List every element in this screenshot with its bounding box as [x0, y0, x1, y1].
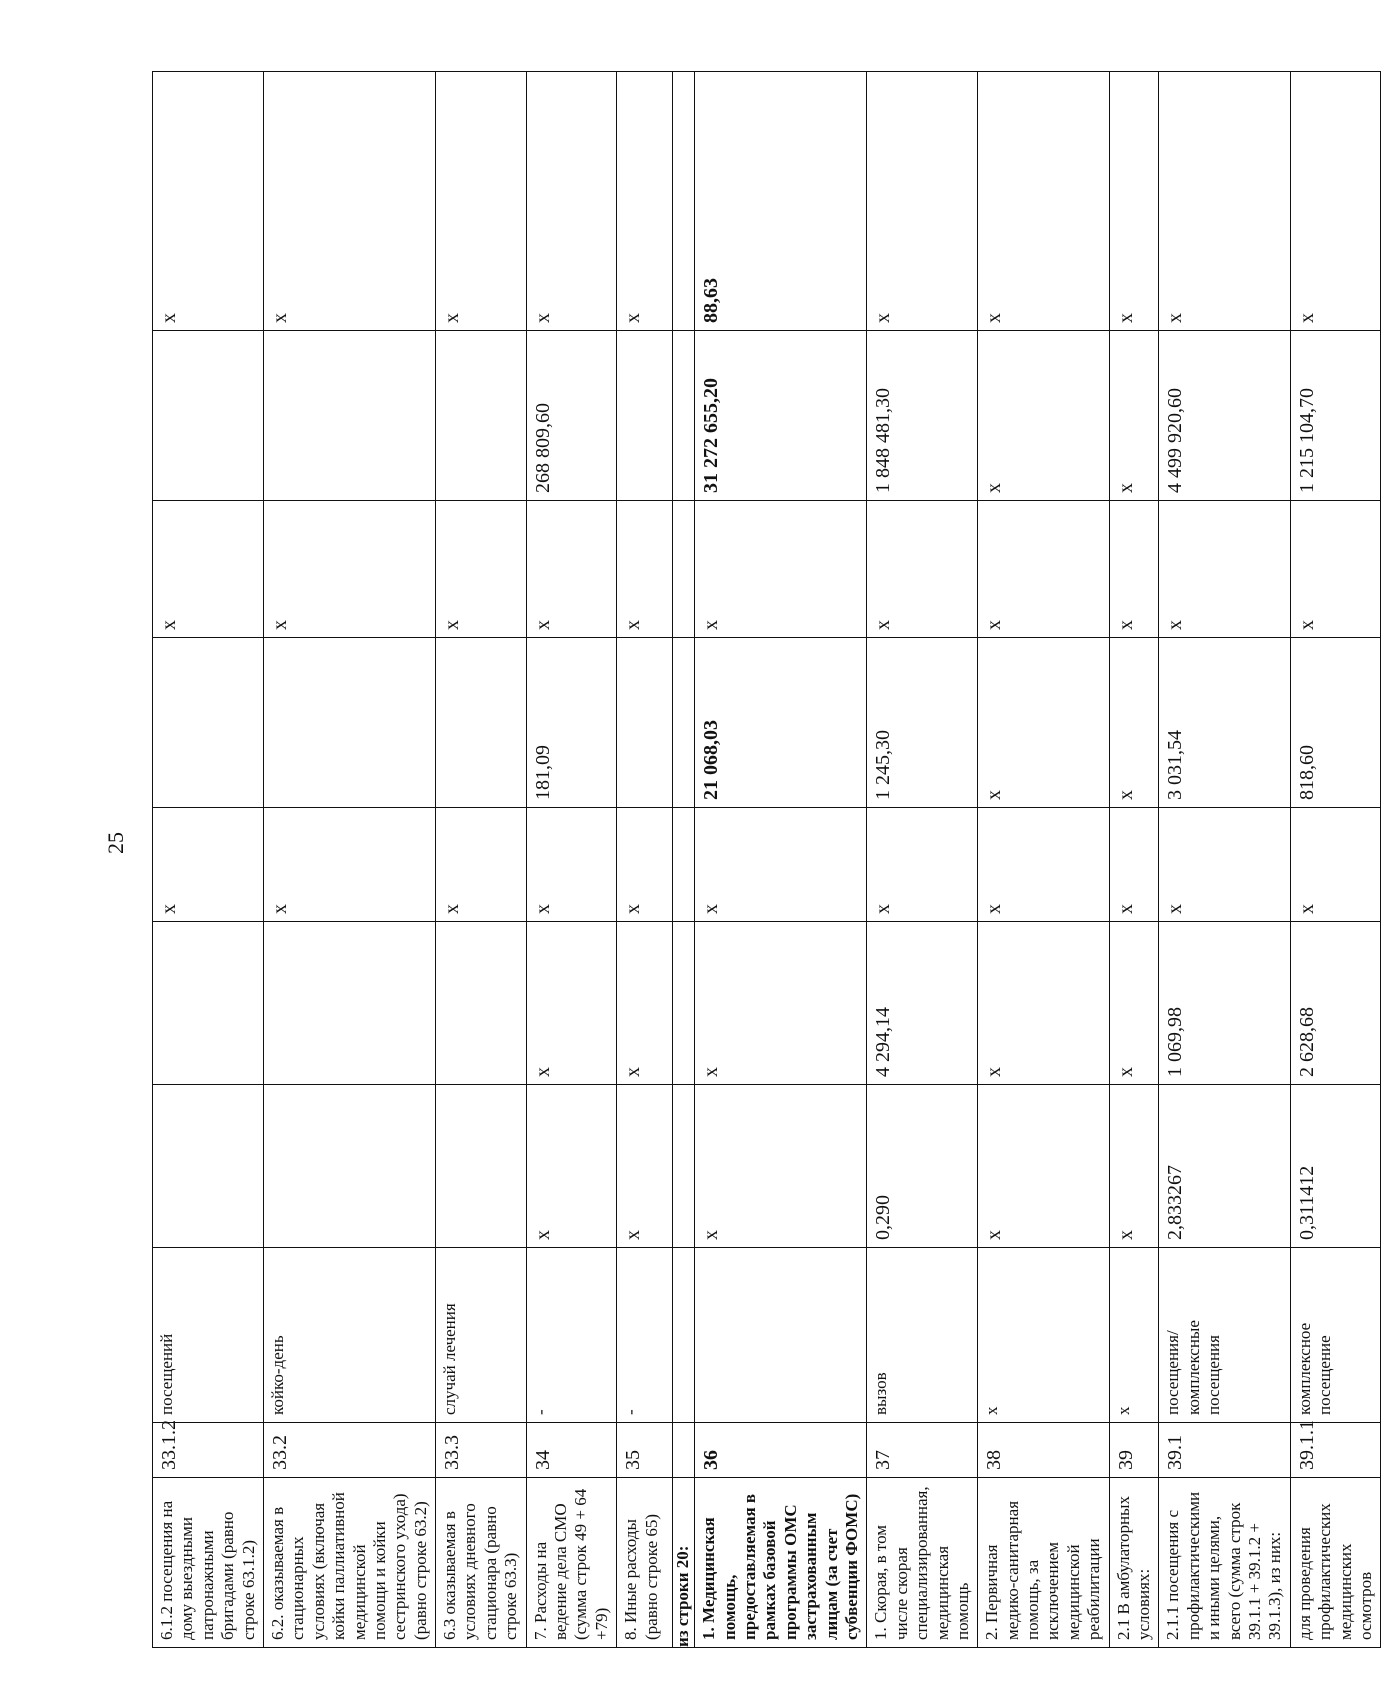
- cell-c7: 1 245,30: [867, 638, 978, 808]
- cell-c7: [436, 638, 527, 808]
- cell-name: для проведения профилактических медицинских осмотров: [1290, 1478, 1381, 1648]
- financing-table: [152, 71, 1381, 1648]
- cell-c9: 1 215 104,70: [1290, 331, 1381, 501]
- cell-unit: комплексное посещение: [1290, 1248, 1381, 1423]
- cell-c10: x: [1109, 72, 1159, 331]
- cell-c10: x: [867, 72, 978, 331]
- cell-c7: x: [978, 638, 1109, 808]
- cell-c6: x: [695, 808, 867, 922]
- cell-name: 6.2. оказываемая в стационарных условиях (включая койки паллиативной медицинской помощи и койки сестринского ухода) (равно строке 63.2): [263, 1478, 435, 1648]
- cell-c9: 4 499 920,60: [1159, 331, 1290, 501]
- cell-unit: посещений: [153, 1248, 264, 1423]
- cell-c7: 3 031,54: [1159, 638, 1290, 808]
- cell-c4: [673, 1085, 695, 1248]
- cell-c10: [673, 72, 695, 331]
- table-row: [617, 72, 673, 1648]
- cell-name: 1. Скорая, в том числе скорая специализированная, медицинская помощь: [867, 1478, 978, 1648]
- cell-c4: 0,311412: [1290, 1085, 1381, 1248]
- cell-c8: x: [695, 501, 867, 638]
- table-row: [1159, 72, 1290, 1648]
- cell-num: 39.1: [1159, 1423, 1290, 1478]
- cell-c5: x: [526, 922, 617, 1085]
- cell-c4: [153, 1085, 264, 1248]
- cell-c6: x: [263, 808, 435, 922]
- cell-c8: x: [1290, 501, 1381, 638]
- cell-c8: x: [436, 501, 527, 638]
- cell-c9: 268 809,60: [526, 331, 617, 501]
- cell-c8: x: [867, 501, 978, 638]
- cell-c5: [673, 922, 695, 1085]
- cell-c6: x: [153, 808, 264, 922]
- cell-c9: [617, 331, 673, 501]
- cell-num: 38: [978, 1423, 1109, 1478]
- cell-name: 7. Расходы на ведение дела СМО (сумма строк 49 + 64 +79): [526, 1478, 617, 1648]
- cell-num: 39: [1109, 1423, 1159, 1478]
- cell-c8: x: [526, 501, 617, 638]
- cell-c5: x: [617, 922, 673, 1085]
- cell-unit: x: [978, 1248, 1109, 1423]
- cell-c6: x: [1159, 808, 1290, 922]
- cell-num: [673, 1423, 695, 1478]
- cell-c10: x: [1290, 72, 1381, 331]
- table-row: [1290, 72, 1381, 1648]
- cell-name: 6.1.2 посещения на дому выездными патронажными бригадами (равно строке 63.1.2): [153, 1478, 264, 1648]
- cell-unit: [673, 1248, 695, 1423]
- cell-c6: x: [978, 808, 1109, 922]
- cell-c4: x: [978, 1085, 1109, 1248]
- cell-c5: 2 628,68: [1290, 922, 1381, 1085]
- cell-c9: x: [1109, 331, 1159, 501]
- cell-name: 2.1 В амбулаторных условиях:: [1109, 1478, 1159, 1648]
- table-row: [867, 72, 978, 1648]
- cell-c7: 181,09: [526, 638, 617, 808]
- cell-num: 39.1.1: [1290, 1423, 1381, 1478]
- cell-c8: x: [978, 501, 1109, 638]
- cell-c9: [673, 331, 695, 501]
- table-row: [1109, 72, 1159, 1648]
- table-row: [673, 72, 695, 1648]
- cell-c5: [153, 922, 264, 1085]
- cell-num: 33.2: [263, 1423, 435, 1478]
- cell-num: 36: [695, 1423, 867, 1478]
- cell-unit: случай лечения: [436, 1248, 527, 1423]
- cell-unit: -: [617, 1248, 673, 1423]
- cell-c4: x: [1109, 1085, 1159, 1248]
- cell-c8: [673, 501, 695, 638]
- table-body: [153, 72, 1381, 1648]
- cell-c5: [263, 922, 435, 1085]
- cell-c6: x: [867, 808, 978, 922]
- cell-c5: x: [695, 922, 867, 1085]
- cell-unit: посещения/ комплексные посещения: [1159, 1248, 1290, 1423]
- cell-c7: 818,60: [1290, 638, 1381, 808]
- cell-name: 2.1.1 посещения с профилактическими и иными целями, всего (сумма строк 39.1.1 + 39.1.2 + 39.1.3), из них:: [1159, 1478, 1290, 1648]
- cell-c9: x: [978, 331, 1109, 501]
- cell-c10: x: [526, 72, 617, 331]
- cell-c4: 0,290: [867, 1085, 978, 1248]
- cell-c8: x: [263, 501, 435, 638]
- cell-c9: [263, 331, 435, 501]
- cell-c7: [263, 638, 435, 808]
- cell-c4: x: [617, 1085, 673, 1248]
- cell-c9: 31 272 655,20: [695, 331, 867, 501]
- cell-num: 33.1.2: [153, 1423, 264, 1478]
- table-row: [978, 72, 1109, 1648]
- cell-c6: x: [617, 808, 673, 922]
- cell-c10: x: [153, 72, 264, 331]
- cell-c4: 2,833267: [1159, 1085, 1290, 1248]
- cell-c4: [263, 1085, 435, 1248]
- cell-unit: [695, 1248, 867, 1423]
- cell-c5: x: [978, 922, 1109, 1085]
- cell-c7: [673, 638, 695, 808]
- rotated-page-content: [152, 72, 1375, 1648]
- cell-name: 2. Первичная медико-санитарная помощь, за исключением медицинской реабилитации: [978, 1478, 1109, 1648]
- cell-c7: [617, 638, 673, 808]
- cell-c8: x: [153, 501, 264, 638]
- cell-c4: x: [526, 1085, 617, 1248]
- cell-c6: x: [1290, 808, 1381, 922]
- cell-c8: x: [617, 501, 673, 638]
- cell-c10: x: [436, 72, 527, 331]
- cell-name: из строки 20:: [673, 1478, 695, 1648]
- cell-c6: x: [436, 808, 527, 922]
- cell-c6: [673, 808, 695, 922]
- cell-unit: вызов: [867, 1248, 978, 1423]
- cell-c6: x: [526, 808, 617, 922]
- cell-c8: x: [1109, 501, 1159, 638]
- table-row: [263, 72, 435, 1648]
- cell-c5: 1 069,98: [1159, 922, 1290, 1085]
- cell-num: 33.3: [436, 1423, 527, 1478]
- table-row: [436, 72, 527, 1648]
- cell-c9: 1 848 481,30: [867, 331, 978, 501]
- cell-unit: -: [526, 1248, 617, 1423]
- cell-c5: x: [1109, 922, 1159, 1085]
- cell-name: 8. Иные расходы (равно строке 65): [617, 1478, 673, 1648]
- cell-name: 6.3 оказываемая в условиях дневного стационара (равно строке 63.3): [436, 1478, 527, 1648]
- cell-c7: 21 068,03: [695, 638, 867, 808]
- cell-c10: x: [263, 72, 435, 331]
- cell-c6: x: [1109, 808, 1159, 922]
- page-number: 25: [103, 832, 128, 854]
- cell-num: 35: [617, 1423, 673, 1478]
- table-row: [695, 72, 867, 1648]
- cell-c7: [153, 638, 264, 808]
- cell-name: 1. Медицинская помощь, предоставляемая в рамках базовой программы ОМС застрахованным лицам (за счет субвенции ФОМС): [695, 1478, 867, 1648]
- cell-c4: x: [695, 1085, 867, 1248]
- cell-c9: [153, 331, 264, 501]
- cell-num: 34: [526, 1423, 617, 1478]
- cell-unit: x: [1109, 1248, 1159, 1423]
- cell-c10: x: [1159, 72, 1290, 331]
- cell-c4: [436, 1085, 527, 1248]
- table-row: [526, 72, 617, 1648]
- cell-c5: [436, 922, 527, 1085]
- cell-num: 37: [867, 1423, 978, 1478]
- cell-c10: x: [617, 72, 673, 331]
- cell-c10: x: [978, 72, 1109, 331]
- cell-c9: [436, 331, 527, 501]
- table-row: [153, 72, 264, 1648]
- cell-c5: 4 294,14: [867, 922, 978, 1085]
- cell-unit: койко-день: [263, 1248, 435, 1423]
- cell-c10: 88,63: [695, 72, 867, 331]
- cell-c7: x: [1109, 638, 1159, 808]
- cell-c8: x: [1159, 501, 1290, 638]
